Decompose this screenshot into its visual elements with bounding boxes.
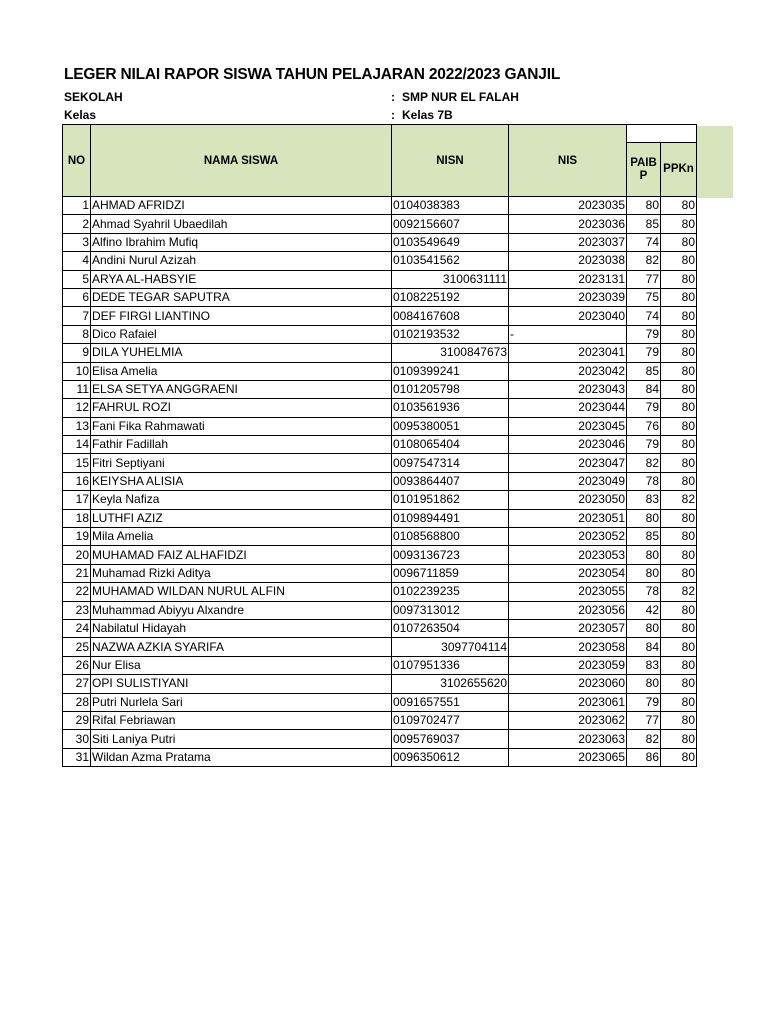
student-no: 17 (63, 491, 91, 509)
table-row (63, 472, 697, 490)
student-nisn: 0095769037 (392, 730, 509, 748)
student-paibp: 78 (627, 583, 661, 601)
student-no: 27 (63, 675, 91, 693)
header-nama-siswa: NAMA SISWA (91, 125, 392, 197)
table-row (63, 288, 697, 306)
student-paibp: 82 (627, 454, 661, 472)
student-ppkn: 80 (661, 417, 697, 435)
table-row (63, 564, 697, 582)
student-name: Andini Nurul Azizah (91, 252, 392, 270)
student-nis: 2023037 (509, 233, 627, 251)
student-nisn: 0102239235 (392, 583, 509, 601)
student-ppkn: 80 (661, 472, 697, 490)
student-paibp: 80 (627, 675, 661, 693)
student-paibp: 84 (627, 380, 661, 398)
student-paibp: 80 (627, 619, 661, 637)
table-row (63, 325, 697, 343)
header-ppkn: PPKn (661, 143, 697, 197)
student-name: Muhamad Rizki Aditya (91, 564, 392, 582)
student-paibp: 84 (627, 638, 661, 656)
table-body (63, 197, 697, 767)
student-nisn: 0104038383 (392, 197, 509, 215)
table-row (63, 307, 697, 325)
header-nisn: NISN (392, 125, 509, 197)
table-row (63, 380, 697, 398)
student-ppkn: 80 (661, 233, 697, 251)
student-nis: 2023059 (509, 656, 627, 674)
student-no: 2 (63, 215, 91, 233)
student-nis: 2023044 (509, 399, 627, 417)
student-nisn: 3097704114 (392, 638, 509, 656)
student-ppkn: 80 (661, 564, 697, 582)
table-row (63, 399, 697, 417)
student-nis: 2023051 (509, 509, 627, 527)
student-paibp: 74 (627, 233, 661, 251)
student-nisn: 0093136723 (392, 546, 509, 564)
student-name: Muhammad Abiyyu Alxandre (91, 601, 392, 619)
student-paibp: 74 (627, 307, 661, 325)
student-ppkn: 80 (661, 307, 697, 325)
student-name: KEIYSHA ALISIA (91, 472, 392, 490)
student-nisn: 0097313012 (392, 601, 509, 619)
student-name: Rifal Febriawan (91, 711, 392, 729)
student-nisn: 3100631111 (392, 270, 509, 288)
table-row (63, 693, 697, 711)
student-no: 1 (63, 197, 91, 215)
student-nisn: 0092156607 (392, 215, 509, 233)
student-nis: 2023043 (509, 380, 627, 398)
student-nis: 2023052 (509, 528, 627, 546)
student-no: 23 (63, 601, 91, 619)
student-no: 12 (63, 399, 91, 417)
student-paibp: 86 (627, 748, 661, 766)
table-row (63, 546, 697, 564)
student-no: 15 (63, 454, 91, 472)
student-paibp: 76 (627, 417, 661, 435)
student-nis: 2023058 (509, 638, 627, 656)
student-nisn: 0093864407 (392, 472, 509, 490)
student-no: 22 (63, 583, 91, 601)
student-ppkn: 80 (661, 528, 697, 546)
student-name: Nabilatul Hidayah (91, 619, 392, 637)
student-nisn: 0109399241 (392, 362, 509, 380)
student-ppkn: 80 (661, 454, 697, 472)
student-ppkn: 80 (661, 711, 697, 729)
student-nis: 2023050 (509, 491, 627, 509)
table-row (63, 436, 697, 454)
student-paibp: 79 (627, 436, 661, 454)
student-paibp: 82 (627, 730, 661, 748)
student-name: ELSA SETYA ANGGRAENI (91, 380, 392, 398)
student-paibp: 79 (627, 325, 661, 343)
leger-table (62, 124, 697, 767)
student-paibp: 79 (627, 693, 661, 711)
student-nisn: 0109894491 (392, 509, 509, 527)
table-row (63, 528, 697, 546)
table-row (63, 601, 697, 619)
student-name: Siti Laniya Putri (91, 730, 392, 748)
student-nisn: 0107951336 (392, 656, 509, 674)
student-ppkn: 80 (661, 215, 697, 233)
student-paibp: 42 (627, 601, 661, 619)
student-ppkn: 82 (661, 583, 697, 601)
student-nis: 2023049 (509, 472, 627, 490)
student-ppkn: 80 (661, 362, 697, 380)
student-nis: 2023053 (509, 546, 627, 564)
student-no: 14 (63, 436, 91, 454)
student-name: DEDE TEGAR SAPUTRA (91, 288, 392, 306)
student-ppkn: 80 (661, 270, 697, 288)
student-nis: 2023060 (509, 675, 627, 693)
table-row (63, 730, 697, 748)
student-nisn: 0109702477 (392, 711, 509, 729)
student-ppkn: 80 (661, 730, 697, 748)
student-no: 4 (63, 252, 91, 270)
student-name: AHMAD AFRIDZI (91, 197, 392, 215)
student-name: DEF FIRGI LIANTINO (91, 307, 392, 325)
student-nis: 2023038 (509, 252, 627, 270)
sekolah-label: SEKOLAH (64, 90, 123, 104)
student-no: 13 (63, 417, 91, 435)
student-nis: 2023039 (509, 288, 627, 306)
table-row (63, 619, 697, 637)
student-ppkn: 80 (661, 601, 697, 619)
student-name: Fani Fika Rahmawati (91, 417, 392, 435)
student-no: 29 (63, 711, 91, 729)
student-ppkn: 80 (661, 509, 697, 527)
student-nisn: 0101951862 (392, 491, 509, 509)
student-no: 25 (63, 638, 91, 656)
table-row (63, 344, 697, 362)
student-nis: 2023063 (509, 730, 627, 748)
student-nisn: 0102193532 (392, 325, 509, 343)
student-no: 8 (63, 325, 91, 343)
student-nisn: 0096350612 (392, 748, 509, 766)
table-row (63, 638, 697, 656)
student-name: MUHAMAD FAIZ ALHAFIDZI (91, 546, 392, 564)
student-nisn: 0107263504 (392, 619, 509, 637)
student-name: ARYA AL-HABSYIE (91, 270, 392, 288)
student-ppkn: 80 (661, 638, 697, 656)
student-no: 3 (63, 233, 91, 251)
student-nisn: 0103549649 (392, 233, 509, 251)
student-paibp: 85 (627, 528, 661, 546)
student-ppkn: 80 (661, 656, 697, 674)
student-no: 7 (63, 307, 91, 325)
student-no: 31 (63, 748, 91, 766)
student-ppkn: 80 (661, 252, 697, 270)
student-name: OPI SULISTIYANI (91, 675, 392, 693)
table-row (63, 454, 697, 472)
student-paibp: 83 (627, 656, 661, 674)
student-nis: 2023046 (509, 436, 627, 454)
student-no: 16 (63, 472, 91, 490)
student-name: Putri Nurlela Sari (91, 693, 392, 711)
student-ppkn: 80 (661, 288, 697, 306)
student-no: 19 (63, 528, 91, 546)
student-nisn: 0096711859 (392, 564, 509, 582)
student-nis: 2023047 (509, 454, 627, 472)
student-name: FAHRUL ROZI (91, 399, 392, 417)
student-nis: 2023055 (509, 583, 627, 601)
student-no: 11 (63, 380, 91, 398)
student-name: Fitri Septiyani (91, 454, 392, 472)
student-nis: 2023041 (509, 344, 627, 362)
student-name: Wildan Azma Pratama (91, 748, 392, 766)
student-nisn: 0095380051 (392, 417, 509, 435)
student-nis: 2023035 (509, 197, 627, 215)
student-nisn: 3100847673 (392, 344, 509, 362)
student-nis: 2023040 (509, 307, 627, 325)
table-row (63, 215, 697, 233)
student-no: 5 (63, 270, 91, 288)
student-nis: 2023036 (509, 215, 627, 233)
student-paibp: 79 (627, 344, 661, 362)
table-header (63, 125, 697, 197)
student-ppkn: 80 (661, 619, 697, 637)
header-no: NO (63, 125, 91, 197)
student-name: Mila Amelia (91, 528, 392, 546)
table-row (63, 252, 697, 270)
student-no: 9 (63, 344, 91, 362)
header-fill-extension (697, 126, 733, 198)
student-no: 10 (63, 362, 91, 380)
student-no: 26 (63, 656, 91, 674)
sekolah-colon: : (391, 90, 395, 104)
student-no: 24 (63, 619, 91, 637)
student-no: 18 (63, 509, 91, 527)
student-name: Elisa Amelia (91, 362, 392, 380)
student-name: LUTHFI AZIZ (91, 509, 392, 527)
student-ppkn: 80 (661, 693, 697, 711)
student-nis: 2023057 (509, 619, 627, 637)
student-no: 21 (63, 564, 91, 582)
table-row (63, 656, 697, 674)
student-name: NAZWA AZKIA SYARIFA (91, 638, 392, 656)
student-nis: 2023054 (509, 564, 627, 582)
kelas-colon: : (391, 108, 395, 122)
student-nis: 2023042 (509, 362, 627, 380)
student-name: Keyla Nafiza (91, 491, 392, 509)
kelas-value: Kelas 7B (402, 108, 453, 122)
student-paibp: 80 (627, 197, 661, 215)
student-nisn: 0103541562 (392, 252, 509, 270)
student-ppkn: 80 (661, 344, 697, 362)
table-row (63, 417, 697, 435)
student-no: 28 (63, 693, 91, 711)
student-paibp: 77 (627, 711, 661, 729)
student-no: 30 (63, 730, 91, 748)
student-name: Alfino Ibrahim Mufiq (91, 233, 392, 251)
student-nis: 2023062 (509, 711, 627, 729)
meta-sekolah-row (64, 90, 524, 108)
student-ppkn: 80 (661, 380, 697, 398)
student-nisn: 0101205798 (392, 380, 509, 398)
student-ppkn: 80 (661, 675, 697, 693)
student-nis: 2023065 (509, 748, 627, 766)
student-ppkn: 80 (661, 748, 697, 766)
header-paibp: PAIB P (627, 143, 661, 197)
student-nis: 2023061 (509, 693, 627, 711)
table-row (63, 675, 697, 693)
table-row (63, 197, 697, 215)
student-ppkn: 80 (661, 325, 697, 343)
student-paibp: 80 (627, 564, 661, 582)
student-paibp: 85 (627, 362, 661, 380)
student-name: Ahmad Syahril Ubaedilah (91, 215, 392, 233)
table-row (63, 270, 697, 288)
kelas-label: Kelas (64, 108, 97, 122)
student-nisn: 3102655620 (392, 675, 509, 693)
student-no: 6 (63, 288, 91, 306)
table-row (63, 509, 697, 527)
student-nisn: 0097547314 (392, 454, 509, 472)
student-paibp: 79 (627, 399, 661, 417)
student-nisn: 0084167608 (392, 307, 509, 325)
student-name: Fathir Fadillah (91, 436, 392, 454)
student-nis: 2023056 (509, 601, 627, 619)
student-ppkn: 80 (661, 399, 697, 417)
table-row (63, 711, 697, 729)
student-paibp: 80 (627, 509, 661, 527)
table-row (63, 362, 697, 380)
student-name: Nur Elisa (91, 656, 392, 674)
student-no: 20 (63, 546, 91, 564)
table-row (63, 233, 697, 251)
student-nis: 2023045 (509, 417, 627, 435)
student-nisn: 0108225192 (392, 288, 509, 306)
student-nis: - (509, 325, 627, 343)
sekolah-value: SMP NUR EL FALAH (402, 90, 519, 104)
student-paibp: 78 (627, 472, 661, 490)
student-paibp: 82 (627, 252, 661, 270)
header-nis: NIS (509, 125, 627, 197)
student-name: DILA YUHELMIA (91, 344, 392, 362)
student-ppkn: 82 (661, 491, 697, 509)
student-paibp: 77 (627, 270, 661, 288)
table-row (63, 583, 697, 601)
document-title: LEGER NILAI RAPOR SISWA TAHUN PELAJARAN 2022/2023 GANJIL (64, 66, 561, 83)
table-row (63, 748, 697, 766)
student-ppkn: 80 (661, 546, 697, 564)
student-paibp: 85 (627, 215, 661, 233)
student-ppkn: 80 (661, 436, 697, 454)
table-row (63, 491, 697, 509)
header-subject-group (627, 125, 697, 143)
student-nisn: 0108568800 (392, 528, 509, 546)
student-paibp: 80 (627, 546, 661, 564)
student-name: Dico Rafaiel (91, 325, 392, 343)
student-paibp: 83 (627, 491, 661, 509)
student-ppkn: 80 (661, 197, 697, 215)
student-nisn: 0108065404 (392, 436, 509, 454)
student-nisn: 0091657551 (392, 693, 509, 711)
student-name: MUHAMAD WILDAN NURUL ALFIN (91, 583, 392, 601)
student-paibp: 75 (627, 288, 661, 306)
student-nis: 2023131 (509, 270, 627, 288)
student-nisn: 0103561936 (392, 399, 509, 417)
